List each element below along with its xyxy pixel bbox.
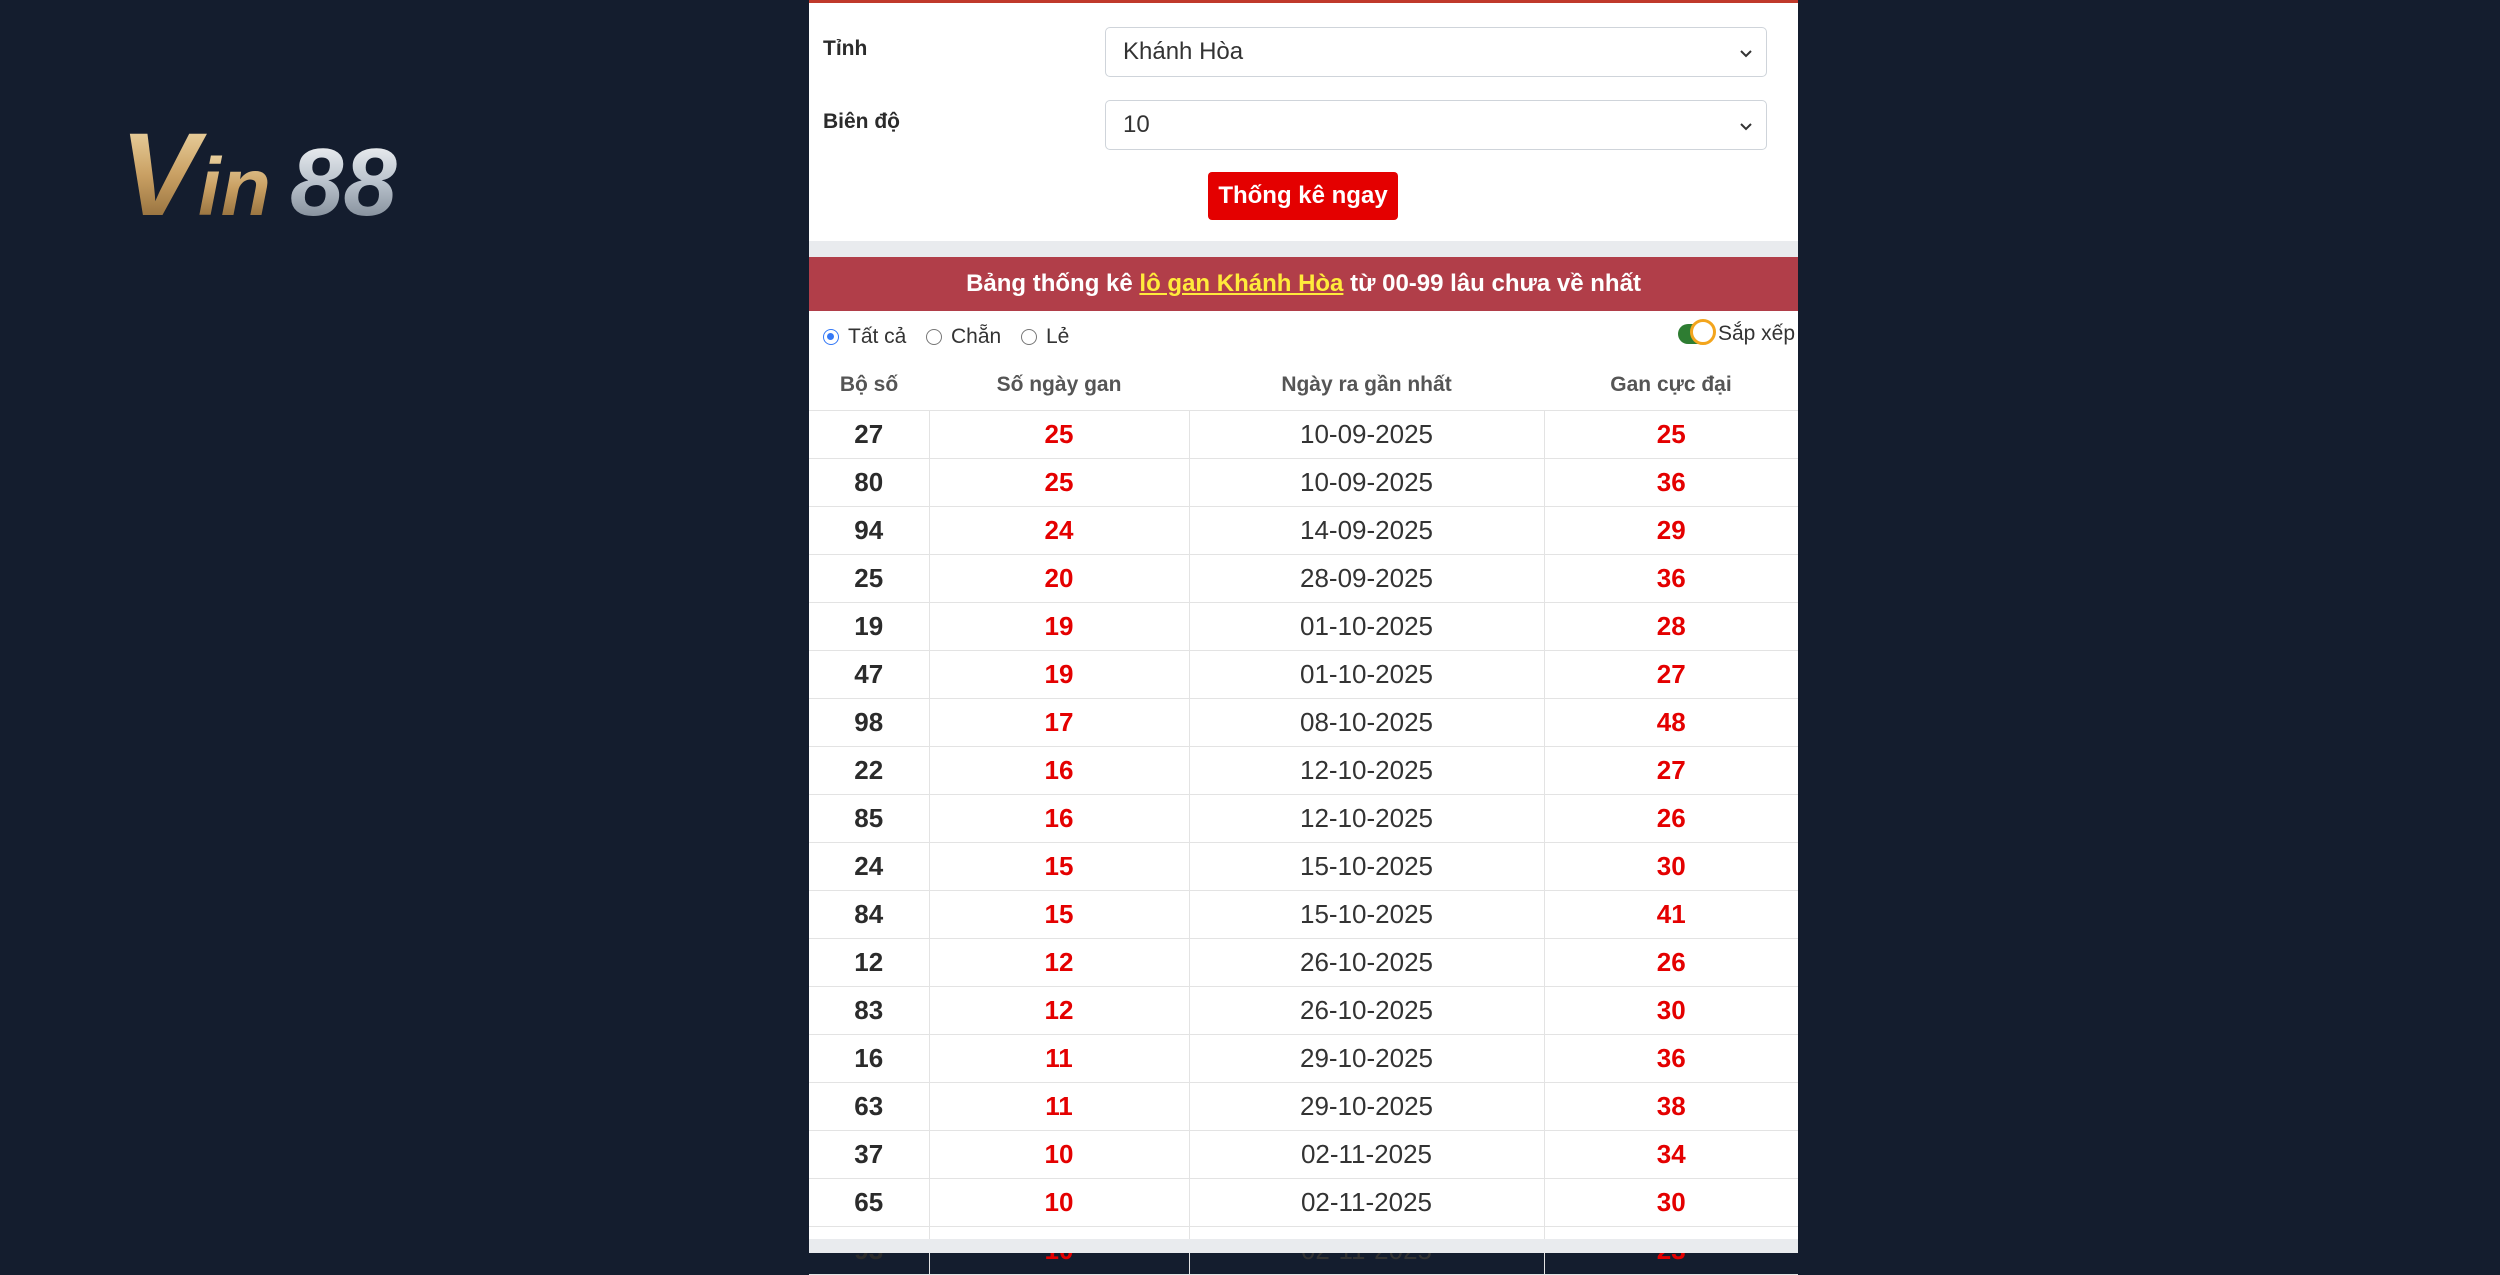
divider xyxy=(809,1239,1798,1253)
cell-gan-cuc-dai: 38 xyxy=(1544,1083,1798,1131)
cell-ngay-ra: 02-11-2025 xyxy=(1189,1179,1544,1227)
cell-ngay-ra: 01-10-2025 xyxy=(1189,603,1544,651)
cell-so-ngay-gan: 20 xyxy=(929,555,1189,603)
filter-form xyxy=(809,3,1798,244)
province-select[interactable] xyxy=(1105,27,1767,77)
cell-so-ngay-gan: 11 xyxy=(929,1035,1189,1083)
cell-ngay-ra: 14-09-2025 xyxy=(1189,507,1544,555)
submit-button[interactable]: Thống kê ngay xyxy=(1208,172,1398,220)
svg-text:88: 88 xyxy=(290,129,397,235)
cell-so-ngay-gan: 15 xyxy=(929,891,1189,939)
table-row xyxy=(809,1083,1798,1131)
cell-ngay-ra: 26-10-2025 xyxy=(1189,939,1544,987)
table-row xyxy=(809,603,1798,651)
cell-bo-so: 98 xyxy=(809,699,929,747)
cell-bo-so: 63 xyxy=(809,1083,929,1131)
range-value: 10 xyxy=(1123,111,1150,138)
radio-odd-label: Lẻ xyxy=(1046,325,1070,348)
radio-dot[interactable] xyxy=(1021,329,1037,345)
cell-bo-so: 37 xyxy=(809,1131,929,1179)
header-gan-cuc-dai[interactable]: Gan cực đại xyxy=(1544,360,1798,411)
cell-gan-cuc-dai: 29 xyxy=(1544,507,1798,555)
statistics-panel xyxy=(809,0,1798,1250)
radio-all[interactable] xyxy=(823,325,906,349)
title-link[interactable]: lô gan Khánh Hòa xyxy=(1139,270,1344,297)
filter-bar xyxy=(809,315,1798,357)
table-row xyxy=(809,411,1798,459)
chevron-down-icon xyxy=(1738,118,1754,134)
cell-so-ngay-gan: 12 xyxy=(929,939,1189,987)
cell-so-ngay-gan: 12 xyxy=(929,987,1189,1035)
table-row xyxy=(809,939,1798,987)
table-row xyxy=(809,507,1798,555)
cell-ngay-ra: 15-10-2025 xyxy=(1189,891,1544,939)
cell-bo-so: 27 xyxy=(809,411,929,459)
chevron-down-icon xyxy=(1738,45,1754,61)
header-bo-so[interactable]: Bộ số xyxy=(809,360,929,411)
cell-ngay-ra: 29-10-2025 xyxy=(1189,1035,1544,1083)
cell-bo-so: 65 xyxy=(809,1179,929,1227)
cell-ngay-ra: 10-09-2025 xyxy=(1189,459,1544,507)
cell-bo-so: 22 xyxy=(809,747,929,795)
svg-text:V: V xyxy=(120,115,199,235)
cell-so-ngay-gan: 10 xyxy=(929,1179,1189,1227)
cell-bo-so: 83 xyxy=(809,987,929,1035)
cell-bo-so: 19 xyxy=(809,603,929,651)
table-row xyxy=(809,891,1798,939)
table-row xyxy=(809,1131,1798,1179)
province-label: Tỉnh xyxy=(823,37,868,60)
cell-gan-cuc-dai: 28 xyxy=(1544,603,1798,651)
cell-so-ngay-gan: 10 xyxy=(929,1131,1189,1179)
cell-ngay-ra: 29-10-2025 xyxy=(1189,1083,1544,1131)
cell-gan-cuc-dai: 26 xyxy=(1544,939,1798,987)
radio-odd[interactable] xyxy=(1021,325,1069,349)
cell-so-ngay-gan: 17 xyxy=(929,699,1189,747)
table-row xyxy=(809,747,1798,795)
toggle-knob xyxy=(1690,319,1716,345)
vin88-logo xyxy=(120,115,490,235)
range-select[interactable] xyxy=(1105,100,1767,150)
table-row xyxy=(809,1035,1798,1083)
cell-bo-so: 12 xyxy=(809,939,929,987)
range-label: Biên độ xyxy=(823,110,900,133)
cell-bo-so: 94 xyxy=(809,507,929,555)
radio-dot[interactable] xyxy=(926,329,942,345)
cell-ngay-ra: 08-10-2025 xyxy=(1189,699,1544,747)
cell-gan-cuc-dai: 34 xyxy=(1544,1131,1798,1179)
table-row xyxy=(809,795,1798,843)
cell-gan-cuc-dai: 36 xyxy=(1544,459,1798,507)
cell-so-ngay-gan: 24 xyxy=(929,507,1189,555)
radio-even[interactable] xyxy=(926,325,1001,349)
table-title xyxy=(809,257,1798,311)
header-so-ngay-gan[interactable]: Số ngày gan xyxy=(929,360,1189,411)
cell-gan-cuc-dai: 36 xyxy=(1544,555,1798,603)
cell-so-ngay-gan: 11 xyxy=(929,1083,1189,1131)
table-row xyxy=(809,843,1798,891)
cell-gan-cuc-dai: 30 xyxy=(1544,987,1798,1035)
table-row xyxy=(809,651,1798,699)
title-prefix: Bảng thống kê xyxy=(966,270,1140,297)
cell-so-ngay-gan: 19 xyxy=(929,651,1189,699)
table-row xyxy=(809,987,1798,1035)
cell-so-ngay-gan: 19 xyxy=(929,603,1189,651)
table-row xyxy=(809,459,1798,507)
cell-so-ngay-gan: 16 xyxy=(929,795,1189,843)
cell-so-ngay-gan: 25 xyxy=(929,411,1189,459)
radio-all-label: Tất cả xyxy=(848,325,907,348)
cell-bo-so: 47 xyxy=(809,651,929,699)
cell-bo-so: 25 xyxy=(809,555,929,603)
cell-gan-cuc-dai: 27 xyxy=(1544,651,1798,699)
cell-bo-so: 80 xyxy=(809,459,929,507)
cell-bo-so: 85 xyxy=(809,795,929,843)
cell-ngay-ra: 26-10-2025 xyxy=(1189,987,1544,1035)
cell-so-ngay-gan: 15 xyxy=(929,843,1189,891)
cell-bo-so: 24 xyxy=(809,843,929,891)
cell-ngay-ra: 02-11-2025 xyxy=(1189,1131,1544,1179)
sort-toggle[interactable] xyxy=(1678,322,1795,346)
table-row xyxy=(809,699,1798,747)
cell-gan-cuc-dai: 30 xyxy=(1544,1179,1798,1227)
cell-gan-cuc-dai: 30 xyxy=(1544,843,1798,891)
cell-so-ngay-gan: 16 xyxy=(929,747,1189,795)
radio-dot[interactable] xyxy=(823,329,839,345)
cell-bo-so: 84 xyxy=(809,891,929,939)
toggle-switch[interactable] xyxy=(1678,324,1708,344)
cell-gan-cuc-dai: 27 xyxy=(1544,747,1798,795)
cell-ngay-ra: 12-10-2025 xyxy=(1189,747,1544,795)
cell-gan-cuc-dai: 36 xyxy=(1544,1035,1798,1083)
radio-even-label: Chẵn xyxy=(951,325,1002,348)
cell-gan-cuc-dai: 48 xyxy=(1544,699,1798,747)
divider xyxy=(809,241,1798,257)
cell-ngay-ra: 10-09-2025 xyxy=(1189,411,1544,459)
table-row xyxy=(809,555,1798,603)
cell-so-ngay-gan: 25 xyxy=(929,459,1189,507)
province-value: Khánh Hòa xyxy=(1123,38,1244,65)
cell-ngay-ra: 12-10-2025 xyxy=(1189,795,1544,843)
cell-ngay-ra: 28-09-2025 xyxy=(1189,555,1544,603)
lo-gan-table xyxy=(809,360,1798,1275)
svg-text:in: in xyxy=(198,142,271,233)
title-suffix: từ 00-99 lâu chưa về nhất xyxy=(1343,270,1641,297)
cell-gan-cuc-dai: 26 xyxy=(1544,795,1798,843)
cell-ngay-ra: 01-10-2025 xyxy=(1189,651,1544,699)
cell-ngay-ra: 15-10-2025 xyxy=(1189,843,1544,891)
cell-gan-cuc-dai: 25 xyxy=(1544,411,1798,459)
sort-label: Sắp xếp xyxy=(1717,322,1795,345)
cell-gan-cuc-dai: 41 xyxy=(1544,891,1798,939)
header-ngay-ra[interactable]: Ngày ra gần nhất xyxy=(1189,360,1544,411)
cell-bo-so: 16 xyxy=(809,1035,929,1083)
table-header xyxy=(809,360,1798,411)
table-row xyxy=(809,1179,1798,1227)
